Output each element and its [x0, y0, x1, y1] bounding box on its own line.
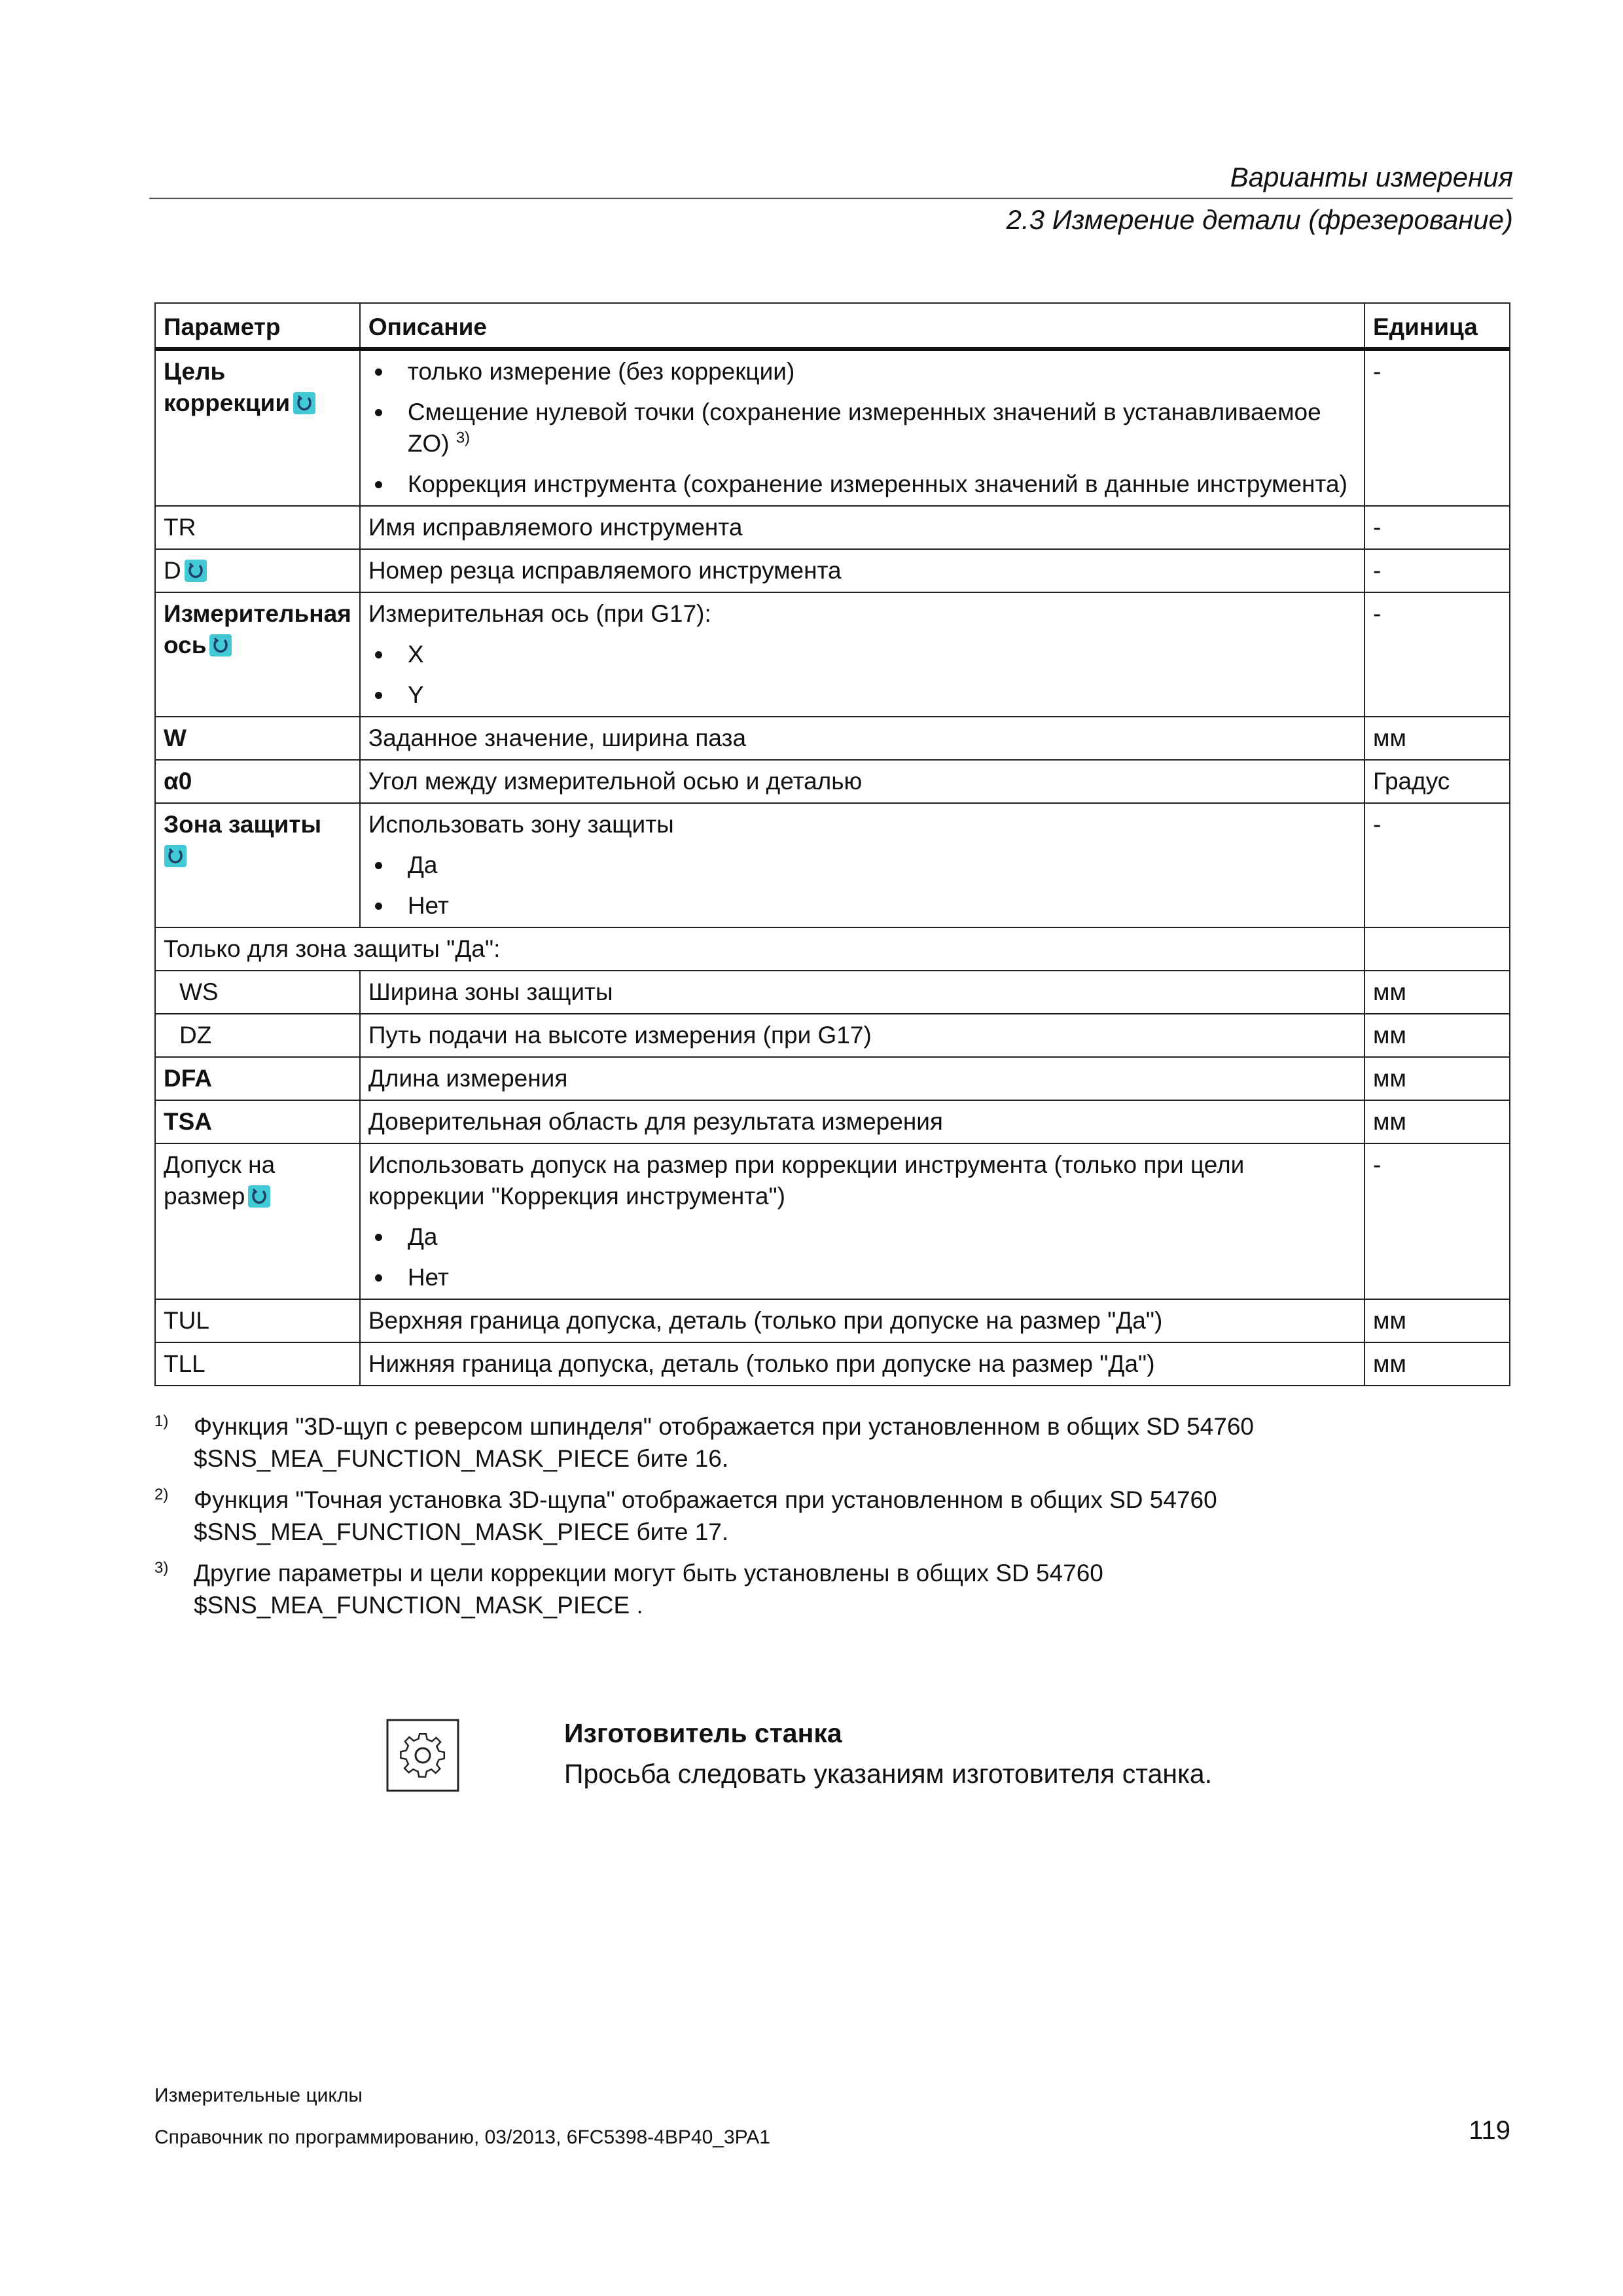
section-label-cell: Только для зона защиты "Да":: [155, 927, 1364, 971]
list-item: Y: [368, 679, 1356, 711]
unit-cell: -: [1364, 1143, 1510, 1299]
param-cell: [155, 349, 360, 506]
desc-cell: Доверительная область для результата измерения: [360, 1100, 1364, 1143]
note-text: Просьба следовать указаниям изготовителя станка.: [564, 1759, 1213, 1789]
param-cell: [155, 803, 360, 927]
footer-subtitle: Справочник по программированию, 03/2013, 6FC5398-4BP40_3PA1: [154, 2126, 771, 2148]
unit-cell: мм: [1364, 1100, 1510, 1143]
desc-cell: [360, 592, 1364, 717]
desc-text: Использовать зону защиты: [368, 811, 674, 838]
unit-cell: -: [1364, 349, 1510, 506]
unit-cell: -: [1364, 549, 1510, 592]
table-row: [155, 506, 1510, 549]
desc-cell: Угол между измерительной осью и деталью: [360, 760, 1364, 803]
unit-cell: -: [1364, 506, 1510, 549]
desc-cell: Заданное значение, ширина паза: [360, 717, 1364, 760]
toggle-icon[interactable]: [209, 634, 232, 657]
unit-cell: мм: [1364, 1014, 1510, 1057]
param-cell: TR: [155, 506, 360, 549]
footer-title: Измерительные циклы: [154, 2085, 363, 2106]
toggle-icon[interactable]: [164, 844, 187, 868]
desc-text: Измерительная ось (при G17):: [368, 600, 711, 627]
list-item: Коррекция инструмента (сохранение измеренных значений в данные инструмента): [368, 469, 1356, 500]
desc-cell: [360, 803, 1364, 927]
table-row: [155, 1299, 1510, 1342]
footnote-number: 3): [154, 1559, 169, 1577]
footnote-number: 1): [154, 1412, 169, 1430]
unit-cell: мм: [1364, 971, 1510, 1014]
desc-cell: Длина измерения: [360, 1057, 1364, 1100]
bullet-list: [368, 639, 1356, 711]
footnote: [154, 1410, 1510, 1475]
list-item: Нет: [368, 1262, 1356, 1293]
table-row: [155, 1143, 1510, 1299]
bullet-list: [368, 850, 1356, 922]
header-chapter: Варианты измерения: [1230, 162, 1513, 192]
param-label: Зона защиты: [164, 811, 322, 838]
list-item: Нет: [368, 890, 1356, 922]
toggle-icon[interactable]: [184, 559, 207, 583]
param-cell: TLL: [155, 1342, 360, 1386]
page-number: 119: [1469, 2116, 1510, 2145]
unit-cell: -: [1364, 592, 1510, 717]
footnote-text: Другие параметры и цели коррекции могут быть установлены в общих SD 54760 $SNS_MEA_FUNCTION_MASK_PIECE .: [194, 1560, 1103, 1619]
header-section: 2.3 Измерение детали (фрезерование): [1006, 204, 1513, 235]
param-label: Цель коррекции: [164, 358, 291, 416]
param-label: D: [164, 557, 181, 584]
table-header-row: [155, 303, 1510, 349]
desc-cell: Нижняя граница допуска, деталь (только при допуске на размер "Да"): [360, 1342, 1364, 1386]
param-cell: [155, 549, 360, 592]
list-item-text: Смещение нулевой точки (сохранение измеренных значений в устанавливаемое ZO): [407, 399, 1321, 457]
toggle-icon[interactable]: [293, 391, 316, 415]
unit-cell: мм: [1364, 717, 1510, 760]
param-cell: α0: [155, 760, 360, 803]
table-row: [155, 927, 1510, 971]
list-item: только измерение (без коррекции): [368, 356, 1356, 387]
desc-cell: Верхняя граница допуска, деталь (только при допуске на размер "Да"): [360, 1299, 1364, 1342]
desc-text: Использовать допуск на размер при коррекции инструмента (только при цели коррекции "Коррекция инструмента"): [368, 1151, 1245, 1210]
note-title: Изготовитель станка: [564, 1718, 842, 1748]
toggle-icon[interactable]: [247, 1185, 271, 1208]
unit-cell: Градус: [1364, 760, 1510, 803]
table-row: [155, 717, 1510, 760]
footnote-number: 2): [154, 1486, 169, 1503]
list-item: X: [368, 639, 1356, 670]
footnote-text: Функция "Точная установка 3D-щупа" отображается при установленном в общих SD 54760 $SNS_MEA_FUNCTION_MASK_PIECE бите 17.: [194, 1486, 1217, 1545]
footnote: [154, 1557, 1510, 1621]
unit-cell: мм: [1364, 1299, 1510, 1342]
gear-icon: [386, 1719, 459, 1792]
unit-cell: -: [1364, 803, 1510, 927]
param-cell: DFA: [155, 1057, 360, 1100]
unit-cell: мм: [1364, 1057, 1510, 1100]
table-row: [155, 971, 1510, 1014]
table-row: [155, 549, 1510, 592]
header-param: Параметр: [155, 303, 360, 349]
parameter-table: [154, 302, 1510, 1386]
table-row: [155, 760, 1510, 803]
param-label: Допуск на размер: [164, 1151, 276, 1210]
footnote-text: Функция "3D-щуп с реверсом шпинделя" отображается при установленном в общих SD 54760 $SNS_MEA_FUNCTION_MASK_PIECE бите 16.: [194, 1413, 1254, 1472]
param-label: Измерительная ось: [164, 600, 351, 658]
header-unit: Единица: [1364, 303, 1510, 349]
list-item: Да: [368, 1221, 1356, 1253]
desc-cell: Путь подачи на высоте измерения (при G17): [360, 1014, 1364, 1057]
header-desc: Описание: [360, 303, 1364, 349]
param-cell: [155, 971, 360, 1014]
list-item: Да: [368, 850, 1356, 881]
param-cell: TSA: [155, 1100, 360, 1143]
param-cell: TUL: [155, 1299, 360, 1342]
unit-cell: [1364, 927, 1510, 971]
table-row: [155, 803, 1510, 927]
unit-cell: мм: [1364, 1342, 1510, 1386]
param-label: DZ: [179, 1022, 212, 1049]
bullet-list: [368, 1221, 1356, 1293]
param-cell: [155, 592, 360, 717]
desc-cell: Ширина зоны защиты: [360, 971, 1364, 1014]
footnote-ref: 3): [455, 429, 471, 447]
param-cell: [155, 1014, 360, 1057]
table-row: [155, 349, 1510, 506]
list-item: [368, 397, 1356, 459]
table-row: [155, 1057, 1510, 1100]
table-row: [155, 1100, 1510, 1143]
table-row: [155, 1342, 1510, 1386]
footnote: [154, 1484, 1510, 1548]
table-row: [155, 1014, 1510, 1057]
bullet-list: [368, 356, 1356, 500]
param-cell: W: [155, 717, 360, 760]
desc-cell: Имя исправляемого инструмента: [360, 506, 1364, 549]
desc-cell: [360, 349, 1364, 506]
desc-cell: Номер резца исправляемого инструмента: [360, 549, 1364, 592]
table-row: [155, 592, 1510, 717]
param-cell: [155, 1143, 360, 1299]
desc-cell: [360, 1143, 1364, 1299]
page-header: [149, 157, 1513, 240]
footnotes: [154, 1410, 1510, 1630]
param-label: WS: [179, 978, 219, 1005]
